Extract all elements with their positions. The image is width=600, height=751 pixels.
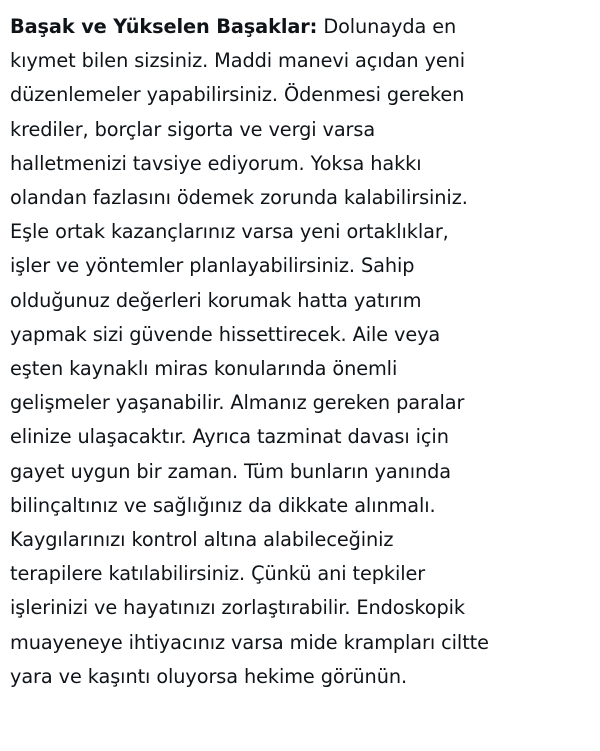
post-line: işlerinizi ve hayatınızı zorlaştırabilir. Endoskopik [10, 596, 465, 620]
post-title: Başak ve Yükselen Başaklar: [10, 15, 318, 38]
post-text [10, 10, 596, 694]
post-line: bilinçaltınız ve sağlığınız da dikkate alınmalı. [10, 493, 436, 517]
post-line: elinize ulaşacaktır. Ayrıca tazminat davası için [10, 425, 449, 449]
post-line-1-text: Dolunayda en [317, 15, 457, 38]
post-line: düzenlemeler yapabilirsiniz. Ödenmesi gereken [10, 83, 465, 107]
post-line: işler ve yöntemler planlayabilirsiniz. Sahip [10, 254, 415, 278]
post-line: Eşle ortak kazançlarınız varsa yeni ortaklıklar, [10, 220, 449, 244]
post-line: krediler, borçlar sigorta ve vergi varsa [10, 117, 376, 141]
post-line: yara ve kaşıntı oluyorsa hekime görünün. [10, 664, 407, 688]
post-line: Kaygılarınızı kontrol altına alabileceğiniz [10, 528, 394, 552]
post-line: olduğunuz değerleri korumak hatta yatırım [10, 288, 422, 312]
post-line: gayet uygun bir zaman. Tüm bunların yanında [10, 459, 452, 483]
post-line: terapilere katılabilirsiniz. Çünkü ani tepkiler [10, 562, 426, 586]
post-line: halletmenizi tavsiye ediyorum. Yoksa hakkı [10, 151, 422, 175]
post-line: gelişmeler yaşanabilir. Almanız gereken paralar [10, 391, 465, 415]
post-line-1 [10, 10, 596, 44]
post-line: yapmak sizi güvende hissettirecek. Aile veya [10, 322, 441, 346]
post-line: olandan fazlasını ödemek zorunda kalabilirsiniz. [10, 186, 468, 210]
post-line: muayeneye ihtiyacınız varsa mide krampları ciltte [10, 630, 489, 654]
post-line: kıymet bilen sizsiniz. Maddi manevi açıdan yeni [10, 49, 466, 73]
post-line: eşten kaynaklı miras konularında önemli [10, 357, 398, 381]
